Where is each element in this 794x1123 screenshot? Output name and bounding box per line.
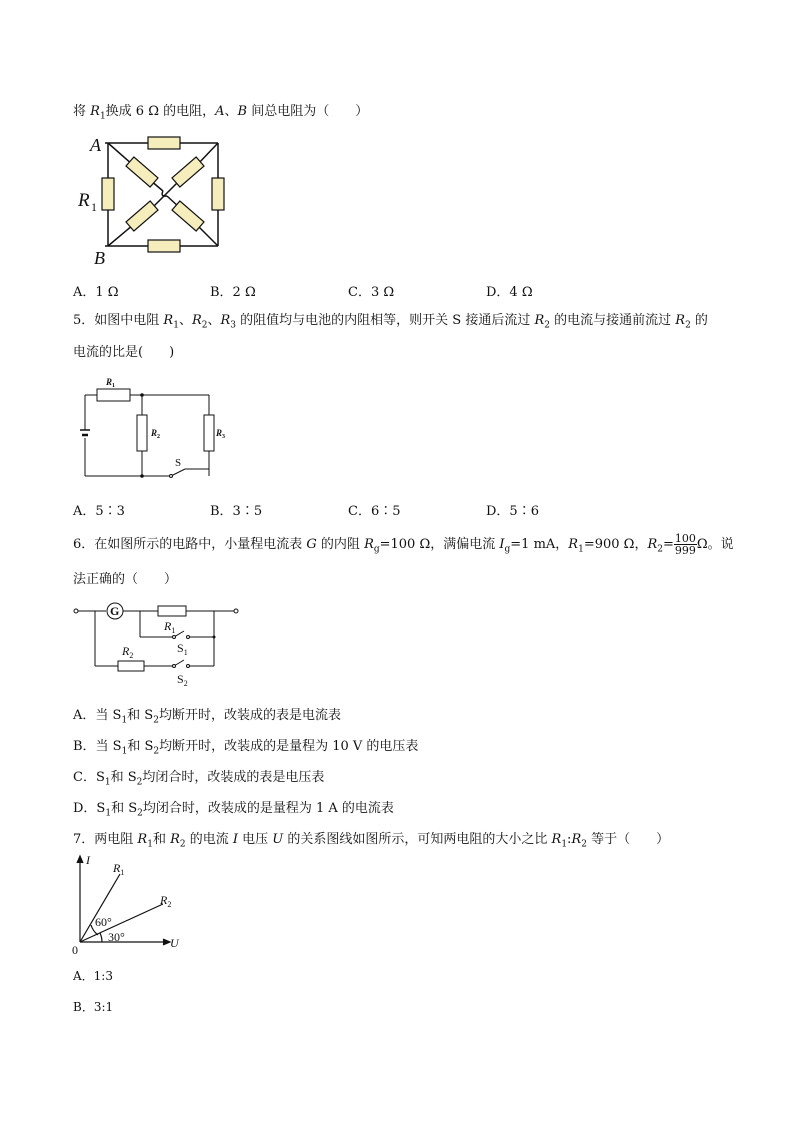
q5-option-b[interactable]: B．3∶5	[210, 504, 263, 519]
q4-label-a: A	[90, 135, 101, 155]
q5-option-c[interactable]: C．6∶5	[348, 504, 401, 519]
q4-option-d[interactable]: D．4 Ω	[486, 285, 533, 300]
q5-stem-line2: 电流的比是( )	[73, 345, 175, 360]
svg-text:R3: $R_3$	[216, 428, 226, 440]
q4-bridge-circuit-figure	[70, 128, 240, 268]
q6-option-d[interactable]: D．$S_1$和 $S_2$均闭合时，改装成的是量程为 1 A 的电流表	[73, 801, 394, 819]
svg-text:I: I	[86, 853, 90, 867]
q5-option-d[interactable]: D．5∶6	[486, 504, 539, 519]
svg-text:30°: 30°	[108, 930, 125, 944]
svg-text:S1: $S_1$	[177, 641, 188, 657]
q5-circuit-figure	[75, 373, 235, 483]
q4-option-b[interactable]: B．2 Ω	[210, 285, 256, 300]
svg-text:S2: $S_2$	[177, 672, 188, 688]
svg-text:R2: $R_2$	[160, 893, 172, 909]
svg-text:R2: $R_2$	[151, 428, 161, 440]
q7-iu-graph-figure	[68, 852, 188, 958]
svg-text:R1: $R_1$	[113, 861, 125, 877]
svg-text:G: G	[110, 604, 120, 618]
svg-text:R2: $R_2$	[122, 644, 134, 660]
svg-text:U: U	[170, 936, 179, 950]
q4-option-c[interactable]: C．3 Ω	[348, 285, 395, 300]
q6-stem-line2: 法正确的（ ）	[73, 572, 178, 587]
q6-option-c[interactable]: C．$S_1$和 $S_2$均闭合时，改装成的表是电压表	[73, 770, 325, 788]
q4-option-a[interactable]: A．1 Ω	[73, 285, 119, 300]
svg-text:0: 0	[72, 943, 78, 957]
q5-option-a[interactable]: A．5∶3	[73, 504, 125, 519]
q7-stem: 7．两电阻 $R_1$和 $R_2$ 的电流 I 电压 U 的关系图线如图所示，可知两电阻的大小之比 $R_1:R_2$ 等于（ ）	[73, 832, 670, 850]
q7-option-a[interactable]: A．1:3	[73, 969, 113, 983]
q6-option-a[interactable]: A．当 $S_1$和 $S_2$均断开时，改装成的表是电流表	[73, 708, 341, 726]
q5-stem-line1: 5．如图中电阻 $R_1$、$R_2$、$R_3$ 的阻值均与电池的内阻相等，则开关 S 接通后流过 $R_2$ 的电流与接通前流过 $R_2$ 的	[73, 313, 708, 331]
svg-text:60°: 60°	[95, 915, 112, 929]
svg-text:R1: $R_1$	[106, 377, 116, 389]
q6-option-b[interactable]: B．当 $S_1$和 $S_2$均断开时，改装成的是量程为 10 V 的电压表	[73, 739, 419, 757]
q6-circuit-figure	[70, 600, 250, 692]
q7-option-b[interactable]: B．3:1	[73, 1000, 114, 1014]
svg-text:R1: $R_1$	[164, 619, 176, 635]
q4-label-r1: R	[78, 190, 90, 211]
q4-stem: 将 $R_1$换成 6 Ω 的电阻，A、B 间总电阻为（ ）	[73, 104, 369, 122]
q4-label-r1-sub: 1	[91, 200, 97, 214]
q6-stem-line1: 6．在如图所示的电路中，小量程电流表 G 的内阻 $R_g=100$ Ω，满偏电流 $I_g=1$ mA，$R_1=900$ Ω，$R_2=$ $\frac{100}{999}$ Ω。说	[73, 532, 734, 557]
q4-label-b: B	[94, 248, 105, 268]
q6-fraction: $\frac{100}{999}$	[674, 532, 696, 557]
svg-text:S: S	[175, 457, 182, 469]
